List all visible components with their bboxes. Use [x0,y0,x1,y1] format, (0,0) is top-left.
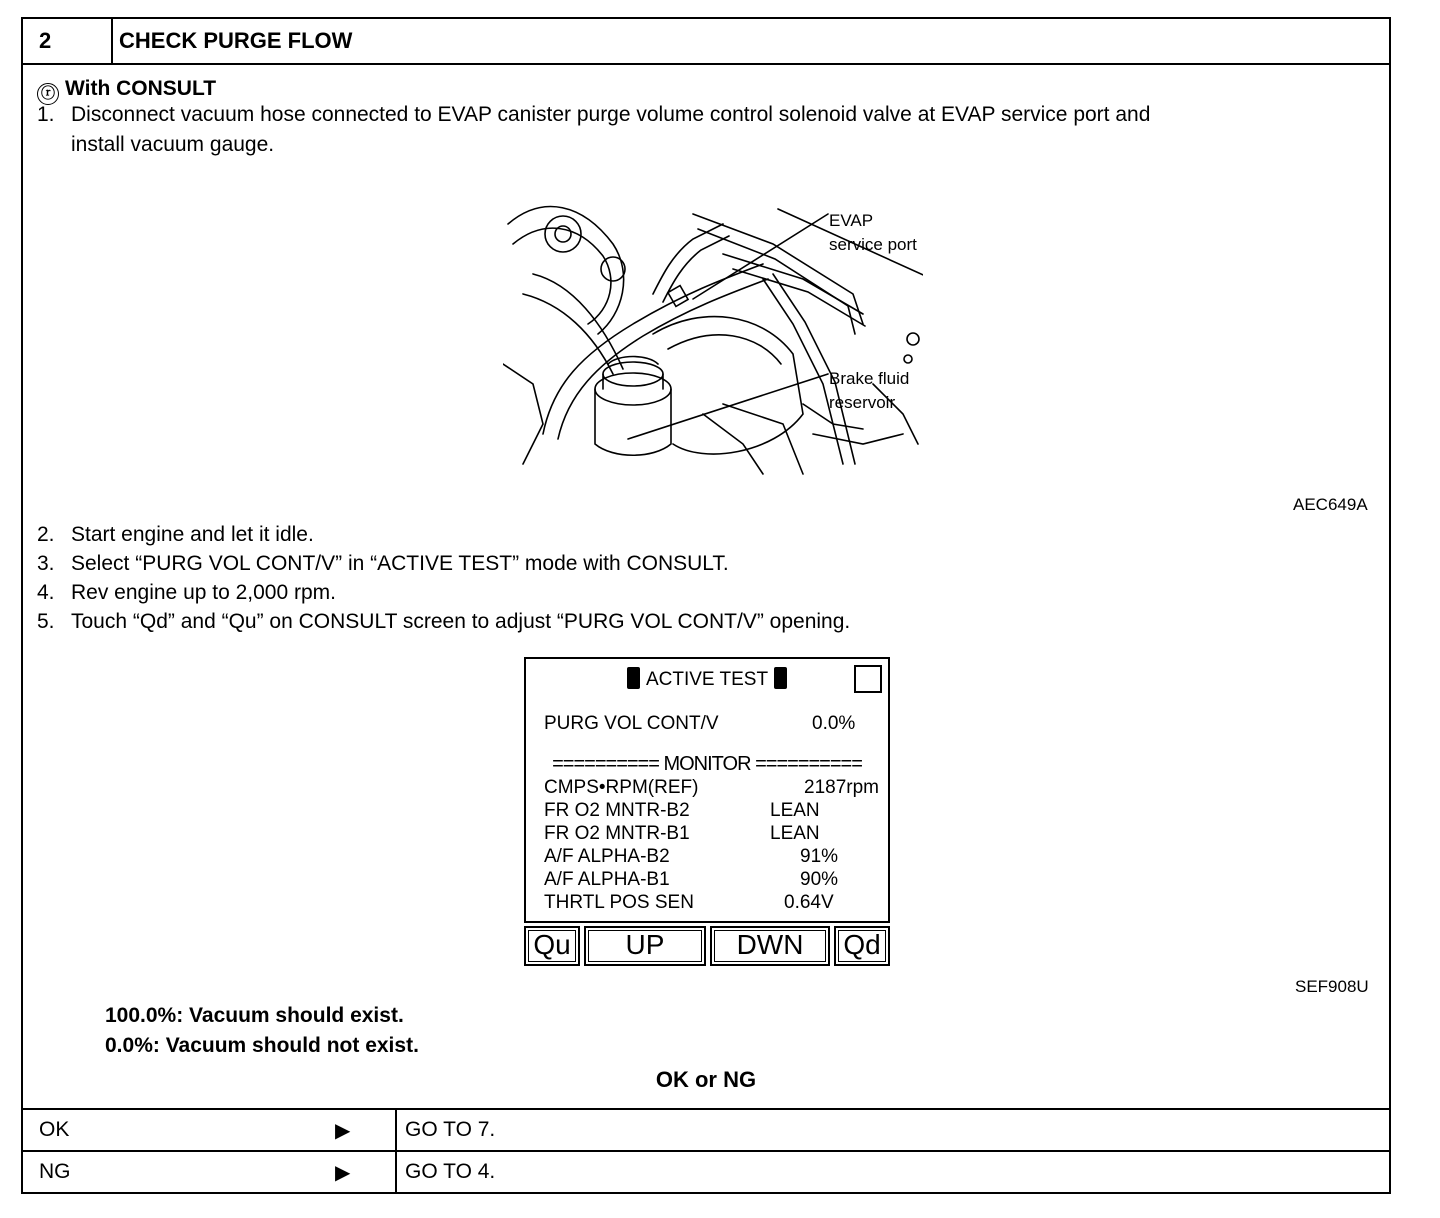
ok-or-ng-heading: OK or NG [655,1067,757,1092]
result-row-ng [23,1150,1389,1192]
label-evap-line2: service port [829,235,917,254]
figure-2-ref: SEF908U [1295,977,1369,996]
result-arrow-icon: ▶ [335,1120,351,1142]
expected-line-2: 0.0%: Vacuum should not exist. [105,1034,419,1057]
step-5-number: 5. [37,610,55,633]
monitor-row [544,892,874,915]
step-4-number: 4. [37,581,55,604]
down-button[interactable]: DWN [710,926,830,966]
result-label: OK [39,1118,70,1141]
monitor-name: CMPS•RPM(REF) [544,777,699,798]
screen-button-bar [524,926,890,966]
result-action: GO TO 4. [395,1152,495,1192]
screen-title-text: ACTIVE TEST [645,669,769,690]
step-1-line-1: Disconnect vacuum hose connected to EVAP canister purge volume control solenoid valve at EVAP service port and [71,103,1151,126]
engine-bay-illustration [503,184,923,484]
title-block-left-icon [627,667,640,689]
figure-1-ref: AEC649A [1293,495,1368,514]
instruction-step-4 [37,579,336,607]
monitor-name: FR O2 MNTR-B1 [544,823,690,844]
label-brake-line1: Brake fluid [829,369,910,388]
result-action: GO TO 7. [395,1110,495,1150]
instruction-step-1-cont: install vacuum gauge. [71,133,275,156]
step-3-number: 3. [37,552,55,575]
consult-screen [524,657,890,923]
consult-icon: ⓡ [37,83,59,105]
instruction-step-5 [37,608,850,636]
instruction-step-2 [37,521,314,549]
monitor-value: 2187rpm [804,777,879,798]
title-block-right-icon [774,667,787,689]
step-5-text: Touch “Qd” and “Qu” on CONSULT screen to adjust “PURG VOL CONT/V” opening. [71,610,851,633]
monitor-value: 0.64V [784,892,834,913]
result-label: NG [39,1160,71,1183]
monitor-row [544,869,874,892]
step-2-text: Start engine and let it idle. [71,523,314,546]
monitor-name: THRTL POS SEN [544,892,694,913]
qd-button[interactable]: Qd [834,926,890,966]
instruction-step-3 [37,550,729,578]
screen-checkbox[interactable] [854,665,882,693]
param-value: 0.0% [812,713,856,734]
monitor-value: 90% [800,869,839,890]
monitor-row [544,823,874,846]
step-2-number: 2. [37,523,55,546]
expected-line-1: 100.0%: Vacuum should exist. [105,1004,404,1027]
instruction-step-1 [37,101,1150,129]
monitor-value: LEAN [770,823,820,844]
step-title: CHECK PURGE FLOW [119,28,353,53]
monitor-row [544,846,874,869]
monitor-row [544,800,874,823]
monitor-name: A/F ALPHA-B1 [544,869,670,890]
monitor-name: FR O2 MNTR-B2 [544,800,690,821]
up-button[interactable]: UP [584,926,706,966]
screen-title [526,667,888,691]
qu-button[interactable]: Qu [524,926,580,966]
step-header [23,19,1389,65]
monitor-divider: ========== MONITOR ========== [552,753,862,775]
procedure-page [21,17,1391,1194]
monitor-value: 91% [800,846,839,867]
monitor-name: A/F ALPHA-B2 [544,846,670,867]
step-1-number: 1. [37,103,55,126]
monitor-row [544,777,879,800]
result-row-ok [23,1108,1389,1150]
step-number: 2 [23,19,113,63]
monitor-value: LEAN [770,800,820,821]
label-brake-line2: reservoir [829,393,896,412]
param-name: PURG VOL CONT/V [544,713,719,734]
step-3-text: Select “PURG VOL CONT/V” in “ACTIVE TEST” mode with CONSULT. [71,552,729,575]
label-evap-line1: EVAP [829,211,874,230]
result-arrow-icon: ▶ [335,1162,351,1184]
step-4-text: Rev engine up to 2,000 rpm. [71,581,337,604]
consult-heading-text: With CONSULT [65,77,217,100]
